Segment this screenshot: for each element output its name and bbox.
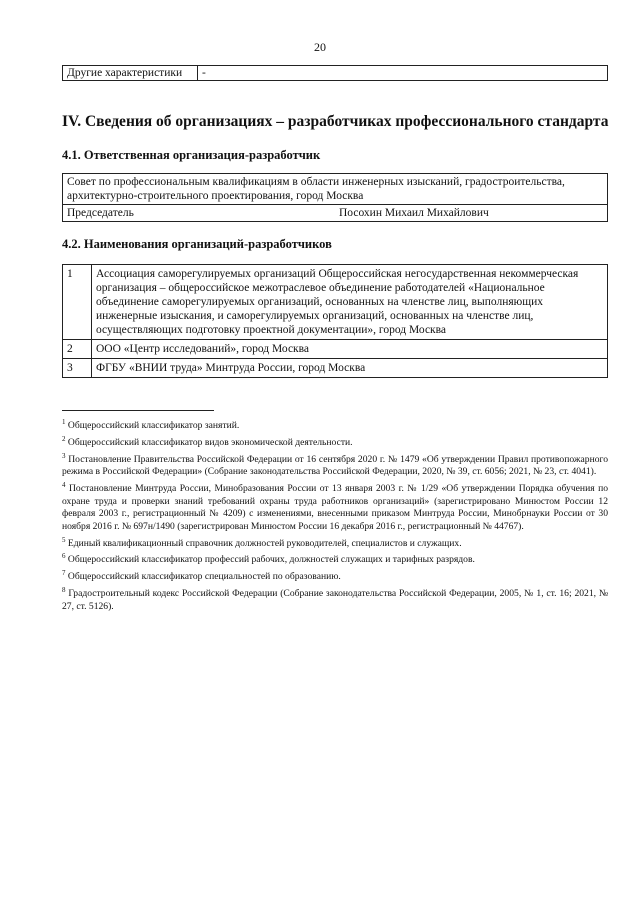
chair-name: Посохин Михаил Михайлович — [339, 207, 489, 219]
footnote — [62, 567, 608, 584]
footnote — [62, 534, 608, 551]
footnote — [62, 584, 608, 613]
developer-number: 2 — [63, 340, 92, 359]
section-title: IV. Сведения об организациях – разработчиках профессионального стандарта — [62, 113, 609, 130]
footnote — [62, 550, 608, 567]
footnote-divider — [62, 410, 214, 411]
footnote — [62, 479, 608, 534]
other-characteristics-label: Другие характеристики — [63, 66, 198, 81]
responsible-organization-table — [62, 173, 608, 222]
developers-heading: 4.2. Наименования организаций-разработчиков — [62, 237, 332, 251]
footnote-mark: 4 — [62, 480, 66, 489]
chair-cell — [63, 205, 608, 222]
footnote-text: Постановление Минтруда России, Минобразования России от 13 января 2003 г. № 1/29 «Об утверждении Порядка обучения по охране труда и проверки знаний требований охраны труда работников организаций» (зарегистрировано Минюстом России 12 февраля 2003 г., регистрационный № 4209) с изменениями, внесенными приказом Минтруда России, Минобрнауки России от 30 ноября 2016 г. № 697н/1490 (зарегистрирован Минюстом России 16 декабря 2016 г., регистрационный № 44767). — [62, 483, 609, 532]
other-characteristics-value: - — [198, 66, 608, 81]
footnote — [62, 433, 608, 450]
developers-table — [62, 264, 608, 378]
footnote — [62, 450, 608, 479]
footnote-mark: 3 — [62, 451, 66, 460]
table-row — [63, 340, 608, 359]
footnote-text: Общероссийский классификатор специальностей по образованию. — [67, 571, 341, 583]
table-row — [63, 66, 608, 81]
table-row — [63, 265, 608, 340]
footnote-text: Постановление Правительства Российской Федерации от 16 сентября 2020 г. № 1479 «Об утверждении Правил противопожарного режима в Российской Федерации» (Собрание законодательства Российской Федерации, 2020, № 39, ст. 6056; 2021, № 23, ст. 4041). — [62, 453, 608, 478]
footnote — [62, 416, 608, 433]
table-row — [63, 205, 608, 222]
page-number: 20 — [314, 40, 326, 54]
footnote-text: Общероссийский классификатор занятий. — [67, 420, 240, 432]
developer-name: Ассоциация саморегулируемых организаций Общероссийская негосударственная некоммерческая организация – общероссийское межотраслевое объединение работодателей «Национальное объединение саморегулируемых организаций, основанных на членстве лиц, выполняющих инженерные изыскания, и саморегулируемых организаций, основанных на членстве лиц, осуществляющих подготовку проектной документации», город Москва — [92, 265, 608, 340]
footnote-text: Общероссийский классификатор видов экономической деятельности. — [67, 436, 353, 448]
developer-name: ООО «Центр исследований», город Москва — [92, 340, 608, 359]
table-row — [63, 359, 608, 378]
footnote-text: Градостроительный кодекс Российской Федерации (Собрание законодательства Российской Федерации, 2005, № 1, ст. 16; 2021, № 27, ст. 5126). — [62, 588, 609, 612]
responsible-organization: Совет по профессиональным квалификациям в области инженерных изысканий, градостроительства, архитектурно-строительного проектирования, город Москва — [63, 174, 608, 205]
footnote-mark: 8 — [62, 585, 66, 594]
footnotes — [62, 416, 608, 613]
footnote-mark: 7 — [62, 569, 66, 578]
footnote-mark: 1 — [62, 418, 66, 426]
footnote-mark: 5 — [62, 535, 66, 544]
developer-number: 3 — [63, 359, 92, 378]
footnote-text: Единый квалификационный справочник должностей руководителей, специалистов и служащих. — [67, 537, 462, 549]
footnote-text: Общероссийский классификатор профессий рабочих, должностей служащих и тарифных разрядов. — [67, 554, 475, 566]
responsible-heading: 4.1. Ответственная организация-разработчик — [62, 148, 321, 162]
developer-name: ФГБУ «ВНИИ труда» Минтруда России, город Москва — [92, 359, 608, 378]
footnote-mark: 2 — [62, 434, 66, 443]
developer-number: 1 — [63, 265, 92, 340]
footnote-mark: 6 — [62, 552, 66, 561]
other-characteristics-table — [62, 65, 608, 81]
table-row — [63, 174, 608, 205]
chair-title: Председатель — [67, 207, 134, 219]
